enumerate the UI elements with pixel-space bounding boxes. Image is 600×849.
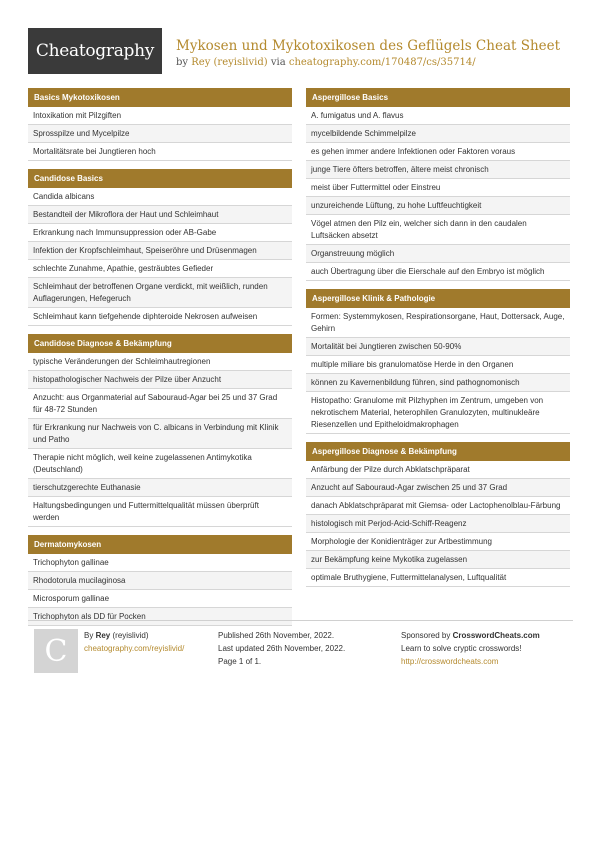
section-body — [306, 107, 570, 281]
table-row: danach Abklatschpräparat mit Giemsa- oder Lactophenolblau-Färbung — [306, 497, 570, 515]
right-column — [306, 88, 570, 595]
page-count: Page 1 of 1. — [218, 657, 262, 666]
table-row: Erkrankung nach Immunsuppression oder AB-Gabe — [28, 224, 292, 242]
section-heading: Aspergillose Diagnose & Bekämpfung — [306, 442, 570, 461]
table-row: meist über Futtermittel oder Einstreu — [306, 179, 570, 197]
table-row: Anzucht: aus Organmaterial auf Sabouraud-Agar bei 25 und 37 Grad für 48-72 Stunden — [28, 389, 292, 419]
table-row: für Erkrankung nur Nachweis von C. albicans in Verbindung mit Klinik und Patho — [28, 419, 292, 449]
table-row: unzureichende Lüftung, zu hohe Luftfeuchtigkeit — [306, 197, 570, 215]
byline-sheet-link[interactable]: cheatography.com/170487/cs/35714/ — [288, 57, 476, 68]
footer-dates — [218, 629, 345, 668]
table-row: A. fumigatus und A. flavus — [306, 107, 570, 125]
table-row: Sprosspilze und Mycelpilze — [28, 125, 292, 143]
section — [28, 88, 292, 161]
section-heading: Candidose Diagnose & Bekämpfung — [28, 334, 292, 353]
section — [28, 334, 292, 527]
table-row: Rhodotorula mucilaginosa — [28, 572, 292, 590]
table-row: Morphologie der Konidienträger zur Artbestimmung — [306, 533, 570, 551]
table-row: Therapie nicht möglich, weil keine zugelassenen Antimykotika (Deutschland) — [28, 449, 292, 479]
section-body — [28, 107, 292, 161]
table-row: Schleimhaut der betroffenen Organe verdickt, mit weißlich, runden Auflagerungen, Hefegeruch — [28, 278, 292, 308]
section-heading: Aspergillose Klinik & Pathologie — [306, 289, 570, 308]
section — [306, 88, 570, 281]
table-row: Anfärbung der Pilze durch Abklatschpräparat — [306, 461, 570, 479]
section-heading: Dermatomykosen — [28, 535, 292, 554]
table-row: Microsporum gallinae — [28, 590, 292, 608]
sponsor-link[interactable]: http://crosswordcheats.com — [401, 657, 499, 666]
table-row: Histopatho: Granulome mit Pilzhyphen im Zentrum, umgeben von nekrotischem Material, heterophilen Granulozyten, multinukleäre Riesenzellen und Epitheloidmakrophagen — [306, 392, 570, 434]
section-body — [28, 188, 292, 326]
sponsor-name[interactable]: CrosswordCheats.com — [452, 631, 540, 640]
page-title: Mykosen und Mykotoxikosen des Geflügels Cheat Sheet — [176, 38, 561, 54]
table-row: typische Veränderungen der Schleimhautregionen — [28, 353, 292, 371]
section-body — [28, 353, 292, 527]
table-row: Trichophyton gallinae — [28, 554, 292, 572]
footer-author-handle: (reyislivid) — [112, 631, 149, 640]
table-row: tierschutzgerechte Euthanasie — [28, 479, 292, 497]
table-row: Trichophyton als DD für Pocken — [28, 608, 292, 626]
table-row: histologisch mit Perjod-Acid-Schiff-Reagenz — [306, 515, 570, 533]
author-avatar[interactable]: C — [34, 629, 78, 673]
footer-divider — [28, 620, 573, 621]
footer-author-name: Rey — [95, 631, 111, 640]
table-row: Candida albicans — [28, 188, 292, 206]
table-row: können zu Kavernenbildung führen, sind pathognomonisch — [306, 374, 570, 392]
table-row: Mortalitätsrate bei Jungtieren hoch — [28, 143, 292, 161]
table-row: Bestandteil der Mikroflora der Haut und Schleimhaut — [28, 206, 292, 224]
table-row: Haltungsbedingungen und Futtermittelqualität müssen überprüft werden — [28, 497, 292, 527]
byline-by: by — [176, 57, 189, 68]
footer-author — [84, 629, 184, 655]
section-heading: Aspergillose Basics — [306, 88, 570, 107]
section — [306, 289, 570, 434]
section-body — [28, 554, 292, 626]
published-date: Published 26th November, 2022. — [218, 631, 335, 640]
table-row: optimale Bruthygiene, Futtermittelanalysen, Luftqualität — [306, 569, 570, 587]
table-row: Infektion der Kropfschleimhaut, Speiseröhre und Drüsenmagen — [28, 242, 292, 260]
cheatography-logo[interactable]: Cheatography — [28, 28, 162, 74]
sponsor-text: Learn to solve cryptic crosswords! — [401, 644, 522, 653]
section — [306, 442, 570, 587]
table-row: schlechte Zunahme, Apathie, gesträubtes Gefieder — [28, 260, 292, 278]
footer-sponsor — [401, 629, 540, 668]
table-row: multiple miliare bis granulomatöse Herde in den Organen — [306, 356, 570, 374]
section — [28, 169, 292, 326]
footer-by-label: By — [84, 631, 94, 640]
table-row: Anzucht auf Sabouraud-Agar zwischen 25 und 37 Grad — [306, 479, 570, 497]
table-row: Intoxikation mit Pilzgiften — [28, 107, 292, 125]
section — [28, 535, 292, 626]
title-block — [176, 38, 560, 68]
table-row: Vögel atmen den Pilz ein, welcher sich dann in den caudalen Luftsäcken absetzt — [306, 215, 570, 245]
byline — [176, 57, 560, 68]
section-body — [306, 308, 570, 434]
table-row: es gehen immer andere Infektionen oder Faktoren voraus — [306, 143, 570, 161]
table-row: zur Bekämpfung keine Mykotika zugelassen — [306, 551, 570, 569]
byline-via: via — [270, 57, 286, 68]
table-row: mycelbildende Schimmelpilze — [306, 125, 570, 143]
sponsor-prefix: Sponsored by — [401, 631, 451, 640]
table-row: Organstreuung möglich — [306, 245, 570, 263]
page-header — [28, 28, 573, 74]
section-heading: Basics Mykotoxikosen — [28, 88, 292, 107]
section-body — [306, 461, 570, 587]
byline-author-link[interactable]: Rey (reyislivid) — [191, 57, 268, 68]
table-row: junge Tiere öfters betroffen, ältere meist chronisch — [306, 161, 570, 179]
table-row: auch Übertragung über die Eierschale auf den Embryo ist möglich — [306, 263, 570, 281]
updated-date: Last updated 26th November, 2022. — [218, 644, 346, 653]
table-row: histopathologischer Nachweis der Pilze über Anzucht — [28, 371, 292, 389]
table-row: Schleimhaut kann tiefgehende diphteroide Nekrosen aufweisen — [28, 308, 292, 326]
footer-author-link[interactable]: cheatography.com/reyislivid/ — [84, 644, 185, 653]
left-column — [28, 88, 292, 634]
page-footer — [28, 620, 573, 680]
table-row: Formen: Systemmykosen, Respirationsorgane, Haut, Dottersack, Auge, Gehirn — [306, 308, 570, 338]
table-row: Mortalität bei Jungtieren zwischen 50-90% — [306, 338, 570, 356]
section-heading: Candidose Basics — [28, 169, 292, 188]
